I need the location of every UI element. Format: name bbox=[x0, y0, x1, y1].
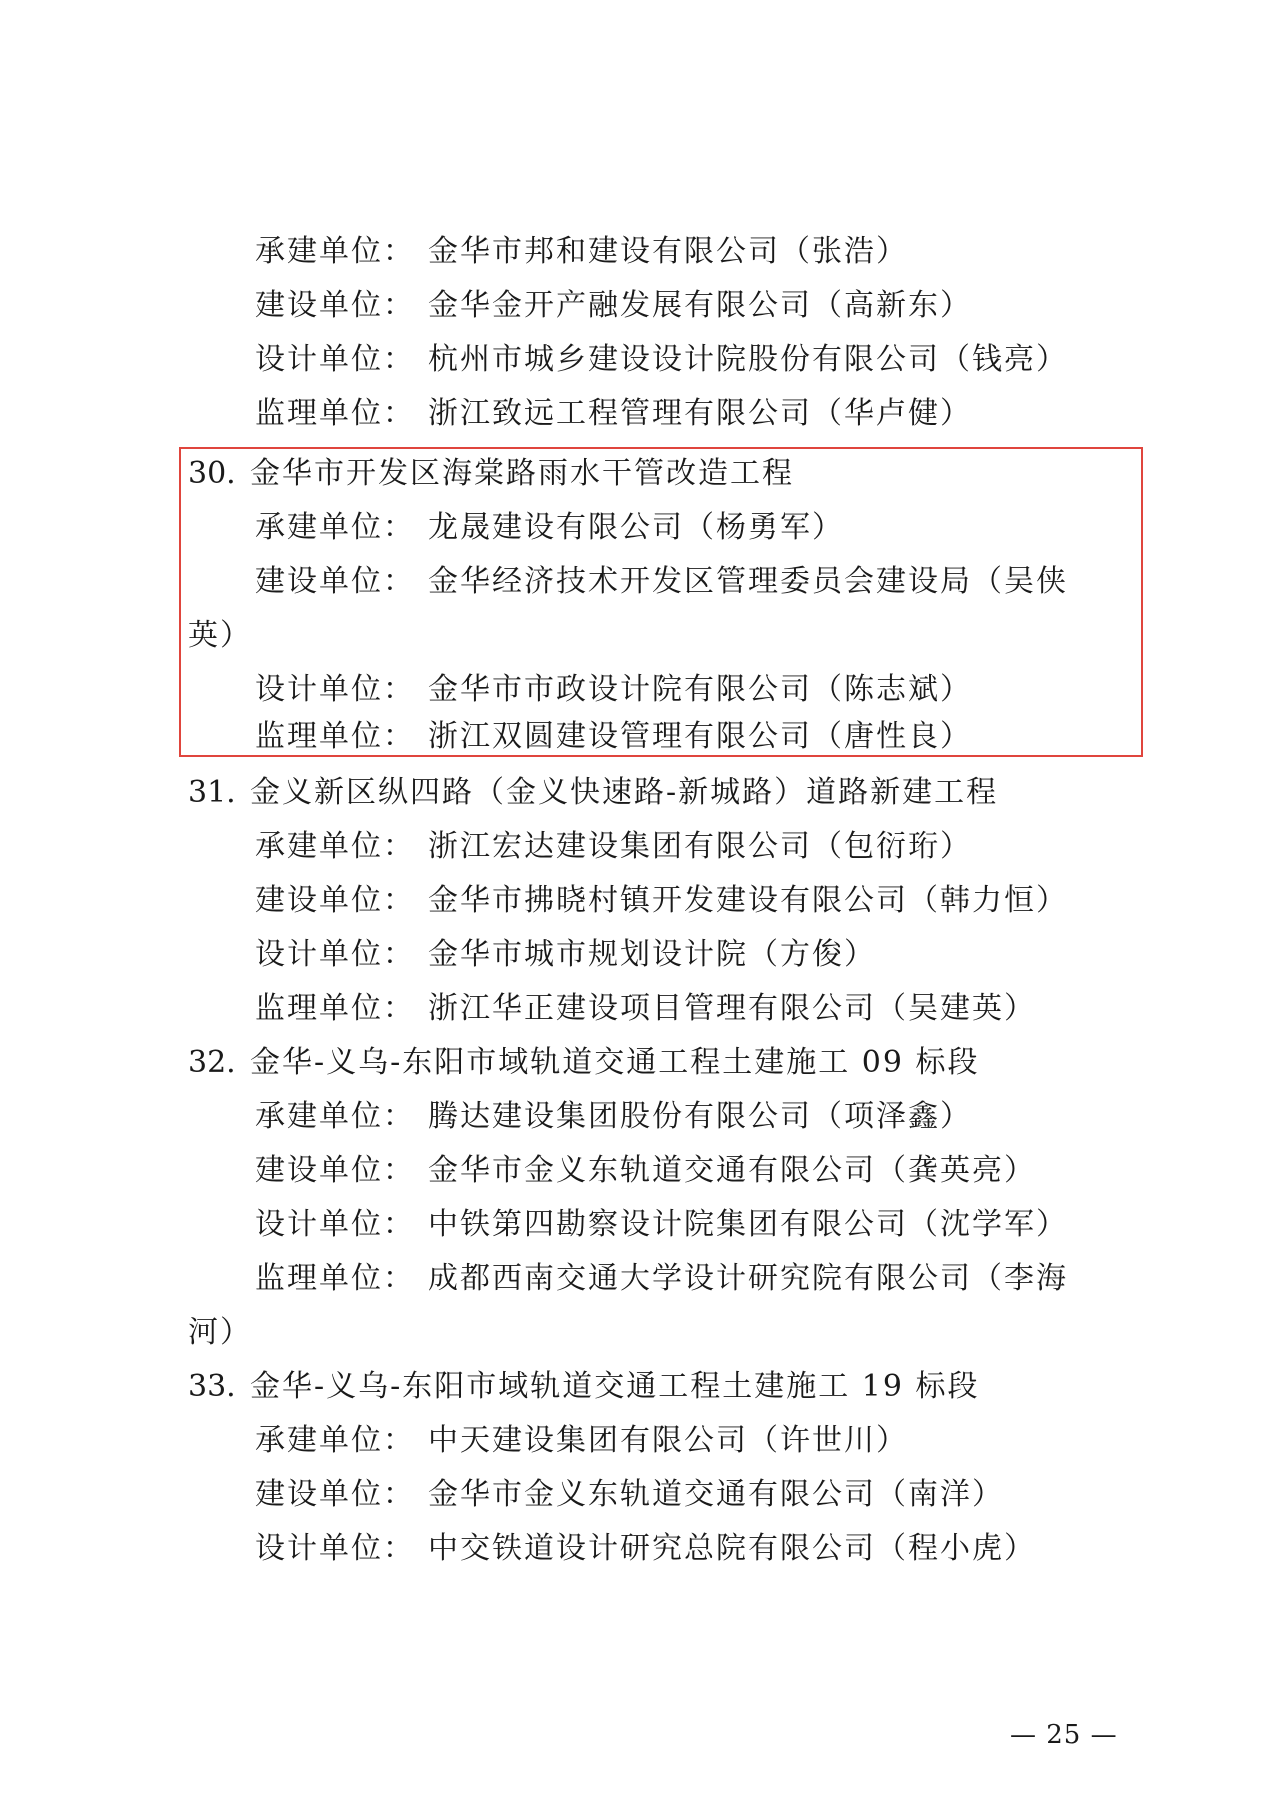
role-label: 建设单位： bbox=[255, 883, 415, 918]
project-number: 31. bbox=[188, 775, 236, 810]
role-label: 承建单位： bbox=[255, 234, 415, 269]
role-label: 设计单位： bbox=[255, 937, 415, 972]
project-number: 30. bbox=[188, 456, 236, 491]
role-label: 监理单位： bbox=[255, 719, 415, 754]
entry-line bbox=[0, 874, 1280, 928]
project-title: 金义新区纵四路（金义快速路-新城路）道路新建工程 bbox=[250, 775, 999, 810]
role-value-continuation: 英） bbox=[188, 618, 252, 653]
entry-line bbox=[0, 387, 1280, 441]
role-value: 金华金开产融发展有限公司（高新东） bbox=[428, 288, 972, 323]
role-value: 金华市城市规划设计院（方俊） bbox=[428, 937, 876, 972]
role-value: 金华经济技术开发区管理委员会建设局（吴侠 bbox=[428, 564, 1068, 599]
role-value: 浙江宏达建设集团有限公司（包衍珩） bbox=[428, 829, 972, 864]
entry-line bbox=[0, 1090, 1280, 1144]
project-heading bbox=[0, 1360, 1280, 1414]
entry-line bbox=[0, 928, 1280, 982]
role-label: 承建单位： bbox=[255, 510, 415, 545]
entry-line bbox=[0, 820, 1280, 874]
project-number: 32. bbox=[188, 1045, 236, 1080]
project-title: 金华市开发区海棠路雨水干管改造工程 bbox=[250, 456, 794, 491]
role-label: 承建单位： bbox=[255, 1099, 415, 1134]
entry-line bbox=[0, 1252, 1280, 1306]
entry-line-continuation bbox=[0, 609, 1280, 663]
role-value: 金华市市政设计院有限公司（陈志斌） bbox=[428, 672, 972, 707]
role-label: 监理单位： bbox=[255, 1261, 415, 1296]
role-value: 中天建设集团有限公司（许世川） bbox=[428, 1423, 908, 1458]
role-label: 设计单位： bbox=[255, 1207, 415, 1242]
project-heading bbox=[0, 1036, 1280, 1090]
role-value: 金华市邦和建设有限公司（张浩） bbox=[428, 234, 908, 269]
role-label: 设计单位： bbox=[255, 672, 415, 707]
entry-line bbox=[0, 1198, 1280, 1252]
role-value: 杭州市城乡建设设计院股份有限公司（钱亮） bbox=[428, 342, 1068, 377]
entry-line bbox=[0, 1522, 1280, 1576]
project-heading bbox=[0, 766, 1280, 820]
entry-line bbox=[0, 501, 1280, 555]
entry-line-continuation bbox=[0, 1306, 1280, 1360]
entry-line bbox=[0, 710, 1280, 764]
entry-line bbox=[0, 1144, 1280, 1198]
entry-line bbox=[0, 663, 1280, 717]
role-label: 建设单位： bbox=[255, 1477, 415, 1512]
role-value: 金华市金义东轨道交通有限公司（南洋） bbox=[428, 1477, 1004, 1512]
role-label: 建设单位： bbox=[255, 1153, 415, 1188]
entry-line bbox=[0, 555, 1280, 609]
role-label: 承建单位： bbox=[255, 1423, 415, 1458]
entry-line bbox=[0, 279, 1280, 333]
role-label: 设计单位： bbox=[255, 342, 415, 377]
role-value: 浙江致远工程管理有限公司（华卢健） bbox=[428, 396, 972, 431]
role-value: 金华市金义东轨道交通有限公司（龚英亮） bbox=[428, 1153, 1036, 1188]
role-label: 监理单位： bbox=[255, 396, 415, 431]
role-label: 建设单位： bbox=[255, 564, 415, 599]
project-heading bbox=[0, 447, 1280, 501]
project-title: 金华-义乌-东阳市域轨道交通工程土建施工 09 标段 bbox=[250, 1045, 980, 1080]
role-value: 中交铁道设计研究总院有限公司（程小虎） bbox=[428, 1531, 1036, 1566]
entry-line bbox=[0, 982, 1280, 1036]
role-label: 承建单位： bbox=[255, 829, 415, 864]
entry-line bbox=[0, 1414, 1280, 1468]
entry-line bbox=[0, 333, 1280, 387]
project-number: 33. bbox=[188, 1369, 236, 1404]
role-value: 龙晟建设有限公司（杨勇军） bbox=[428, 510, 844, 545]
role-value: 中铁第四勘察设计院集团有限公司（沈学军） bbox=[428, 1207, 1068, 1242]
role-label: 设计单位： bbox=[255, 1531, 415, 1566]
role-value: 金华市拂晓村镇开发建设有限公司（韩力恒） bbox=[428, 883, 1068, 918]
role-value-continuation: 河） bbox=[188, 1315, 252, 1350]
role-value: 腾达建设集团股份有限公司（项泽鑫） bbox=[428, 1099, 972, 1134]
role-value: 成都西南交通大学设计研究院有限公司（李海 bbox=[428, 1261, 1068, 1296]
entry-line bbox=[0, 1468, 1280, 1522]
entry-line bbox=[0, 225, 1280, 279]
role-label: 监理单位： bbox=[255, 991, 415, 1026]
role-value: 浙江双圆建设管理有限公司（唐性良） bbox=[428, 719, 972, 754]
page-number: — 25 — bbox=[1010, 1720, 1118, 1750]
role-value: 浙江华正建设项目管理有限公司（吴建英） bbox=[428, 991, 1036, 1026]
project-title: 金华-义乌-东阳市域轨道交通工程土建施工 19 标段 bbox=[250, 1369, 980, 1404]
role-label: 建设单位： bbox=[255, 288, 415, 323]
